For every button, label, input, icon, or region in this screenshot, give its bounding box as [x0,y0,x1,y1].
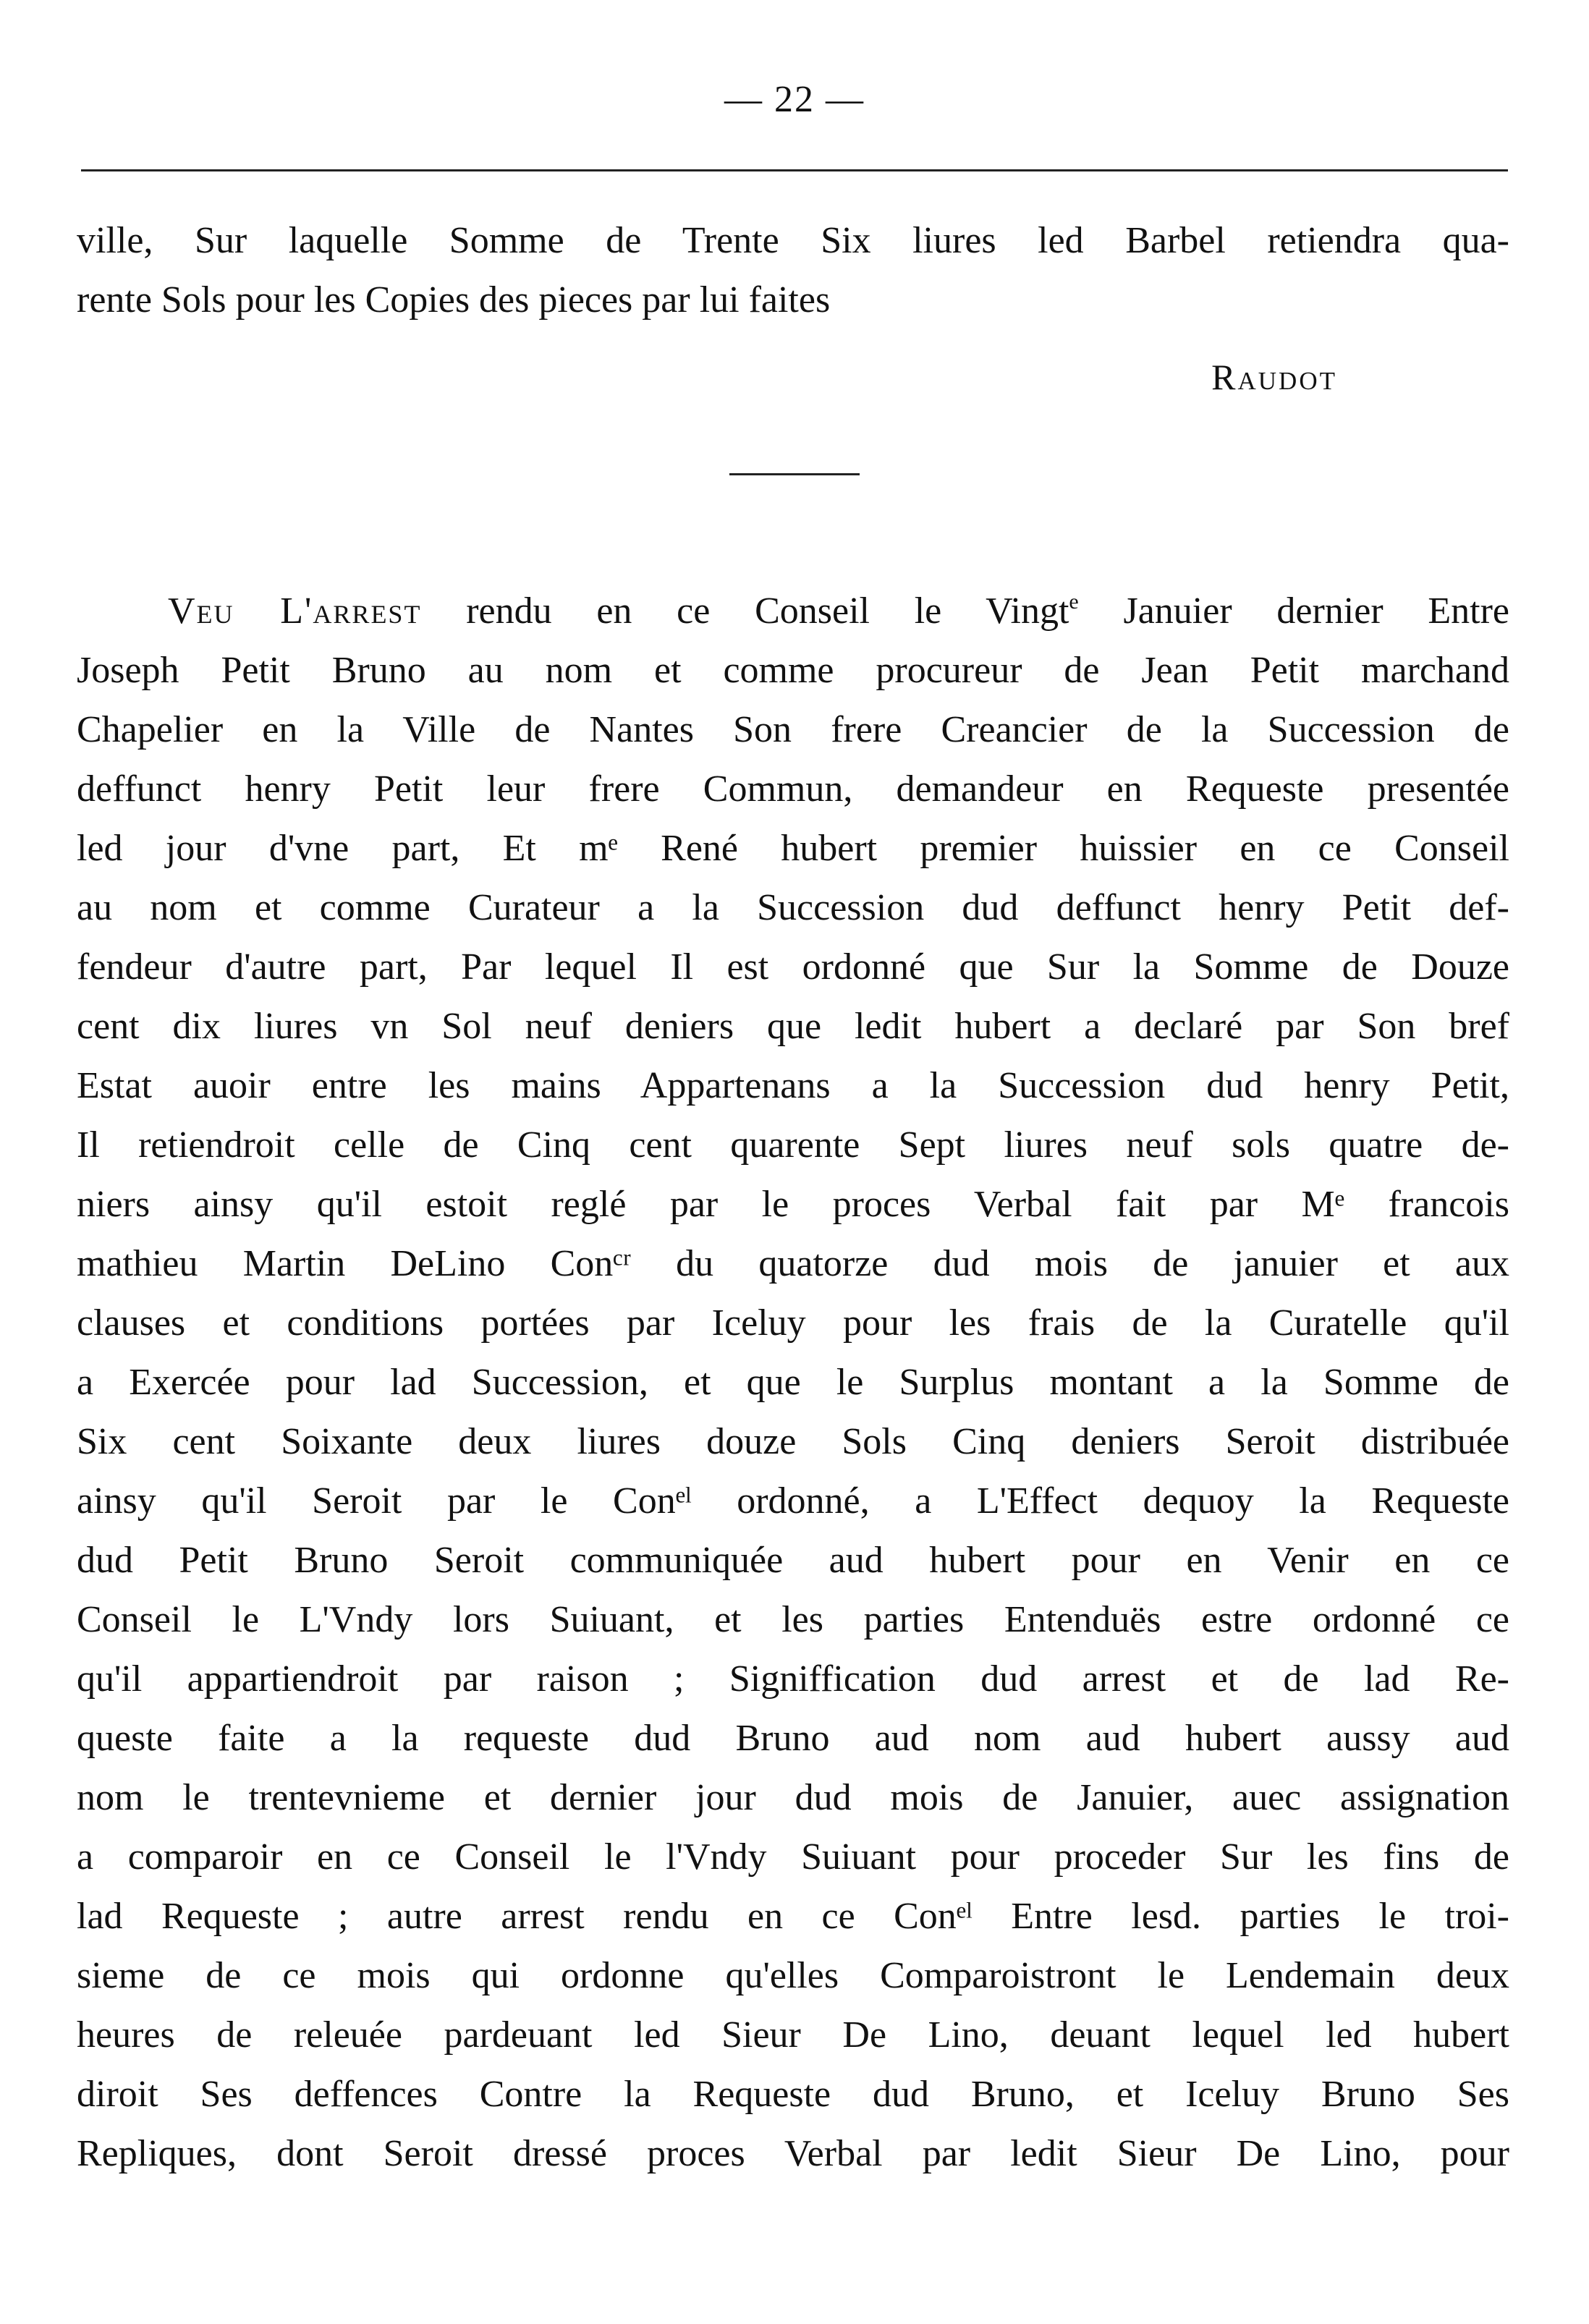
section-divider [729,473,860,475]
arrest-line-15: Six cent Soixante deux liures douze Sols Cinq deniers Seroit distribuée [77,1421,1509,1462]
arrest-line-3: Chapelier en la Ville de Nantes Son frere Creancier de la Succession de [77,709,1509,750]
arrest-line-14: a Exercée pour lad Succession, et que le Surplus montant a la Somme de [77,1362,1509,1403]
continuation-line-2: rente Sols pour les Copies des pieces par lui faites [77,279,831,321]
arrest-line-21: nom le trentevnieme et dernier jour dud mois de Januier, auec assignation [77,1777,1509,1818]
arrest-line-25: heures de releuée pardeuant led Sieur De Lino, deuant lequel led hubert [77,2014,1509,2056]
arrest-line-1-tail: Januier dernier Entre [1078,590,1509,632]
arrest-line-13: clauses et conditions portées par Iceluy pour les frais de la Curatelle qu'il [77,1302,1509,1344]
arrest-line-1-text: rendu en ce Conseil le Vingt [421,590,1069,632]
arrest-line-1 [168,582,1509,641]
signature-raudot: Raudot [1211,357,1337,397]
arrest-opening-words: Veu L'arrest [168,590,422,632]
continuation-line-1: ville, Sur laquelle Somme de Trente Six liures led Barbel retiendra qua- [77,220,1509,261]
superscript-e: e [1069,590,1079,614]
arrest-line-18: Conseil le L'Vndy lors Suiuant, et les parties Entenduës estre ordonné ce [77,1599,1509,1640]
arrest-line-24: sieme de ce mois qui ordonne qu'elles Comparoistront le Lendemain deux [77,1955,1509,1996]
arrest-line-16: ainsy qu'il Seroit par le Conᵉˡ ordonné, a L'Effect dequoy la Requeste [77,1480,1509,1522]
arrest-line-12: mathieu Martin DeLino Conᶜʳ du quatorze dud mois de januier et aux [77,1243,1509,1284]
arrest-line-2: Joseph Petit Bruno au nom et comme procureur de Jean Petit marchand [77,650,1509,691]
page-number: — 22 — [724,79,865,120]
arrest-line-6: au nom et comme Curateur a la Succession dud deffunct henry Petit def- [77,887,1509,928]
arrest-line-5: led jour d'vne part, Et mᵉ René hubert premier huissier en ce Conseil [77,828,1509,869]
arrest-line-7: fendeur d'autre part, Par lequel Il est ordonné que Sur la Somme de Douze [77,946,1509,988]
arrest-line-27: Repliques, dont Seroit dressé proces Verbal par ledit Sieur De Lino, pour [77,2133,1509,2174]
arrest-line-23: lad Requeste ; autre arrest rendu en ce Conᵉˡ Entre lesd. parties le troi- [77,1896,1509,1937]
arrest-line-26: diroit Ses deffences Contre la Requeste dud Bruno, et Iceluy Bruno Ses [77,2074,1509,2115]
arrest-line-22: a comparoir en ce Conseil le l'Vndy Suiuant pour proceder Sur les fins de [77,1836,1509,1878]
arrest-line-20: queste faite a la requeste dud Bruno aud nom aud hubert aussy aud [77,1718,1509,1759]
arrest-line-11: niers ainsy qu'il estoit reglé par le proces Verbal fait par Mᵉ francois [77,1184,1509,1225]
arrest-line-8: cent dix liures vn Sol neuf deniers que ledit hubert a declaré par Son bref [77,1006,1509,1047]
arrest-line-17: dud Petit Bruno Seroit communiquée aud hubert pour en Venir en ce [77,1540,1509,1581]
header-rule [81,169,1508,171]
arrest-line-10: Il retiendroit celle de Cinq cent quarente Sept liures neuf sols quatre de- [77,1124,1509,1166]
arrest-line-19: qu'il appartiendroit par raison ; Signiffication dud arrest et de lad Re- [77,1658,1509,1700]
arrest-line-9: Estat auoir entre les mains Appartenans a la Succession dud henry Petit, [77,1065,1509,1106]
arrest-line-4: deffunct henry Petit leur frere Commun, demandeur en Requeste presentée [77,768,1509,810]
